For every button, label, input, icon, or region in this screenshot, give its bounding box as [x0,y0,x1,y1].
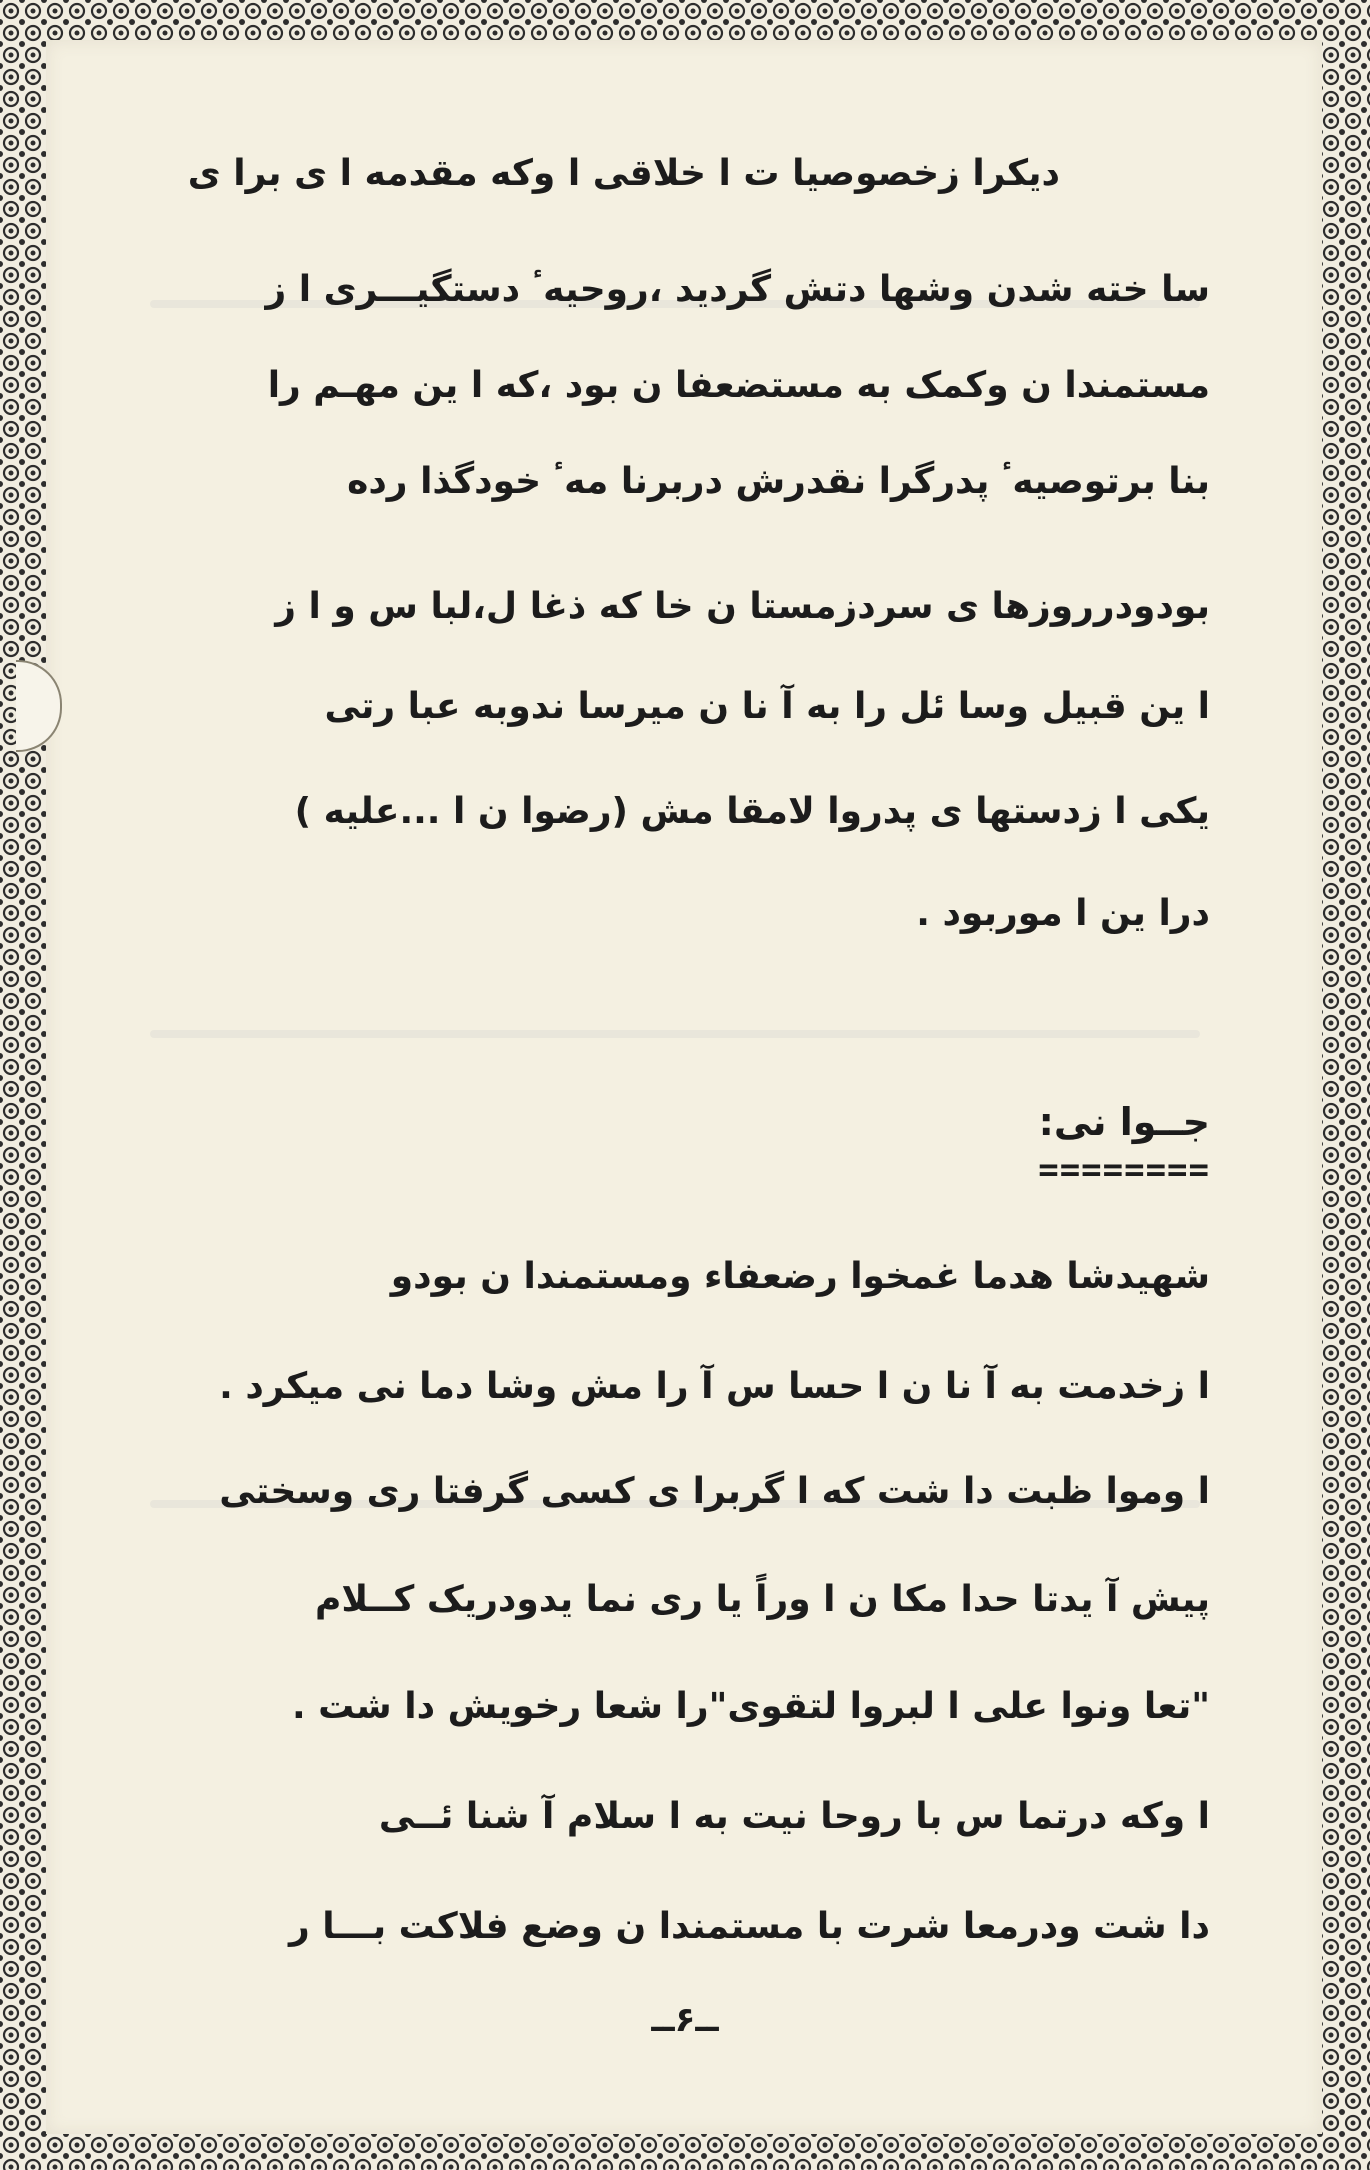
text-line: شهیدشا هدما غمخوا رضعفاء ومستمندا ن بودو [390,1256,1210,1297]
text-line: دیکرا زخصوصیا ت ا خلاقی ا وکه مقدمه ا ی برا ی [187,153,1060,194]
text-line: ا ین قبیل وسا ئل را به آ نا ن میرسا ندوبه عبا رتی [324,686,1210,727]
text-line: "تعا ونوا علی ا لبروا لتقوی"را شعا رخویش دا شت . [291,1686,1210,1727]
section-title: جــوا نی: [1038,1100,1210,1144]
text-line: سا خته شدن وشها دتش گردید ،روحیهٴ دستگیـــری ا ز [265,269,1210,310]
section-underline: ======== [1038,1150,1210,1190]
page-number: ــ۶ــ [651,2000,719,2040]
text-line: دا شت ودرمعا شرت با مستمندا ن وضع فلاکت بـــا ر [288,1906,1210,1947]
text-line: درا ین ا موربود . [916,893,1210,934]
text-line: ا وکه درتما س با روحا نیت به ا سلام آ شنا ئــی [378,1796,1210,1837]
text-line: بنا برتوصیهٴ پدرگرا نقدرش دربرنا مهٴ خودگذا رده [347,461,1210,502]
text-line: یکی ا زدستها ی پدروا لامقا مش (رضوا ن ا ...علیه ) [294,791,1210,832]
text-line: ا وموا ظبت دا شت که ا گربرا ی کسی گرفتا ری وسختی [219,1471,1210,1512]
text-line: مستمندا ن وکمک به مستضعفا ن بود ،که ا ین مهـم را [267,365,1210,406]
text-line: بودودرروزها ی سردزمستا ن خا که ذغا ل،لبا س و ا ز [275,586,1210,627]
text-line: پیش آ یدتا حدا مکا ن ا وراً یا ری نما یدودریک کــلام [315,1579,1210,1620]
text-line: ا زخدمت به آ نا ن ا حسا س آ را مش وشا دما نی میکرد . [219,1366,1210,1407]
text-body [120,120,1210,2040]
